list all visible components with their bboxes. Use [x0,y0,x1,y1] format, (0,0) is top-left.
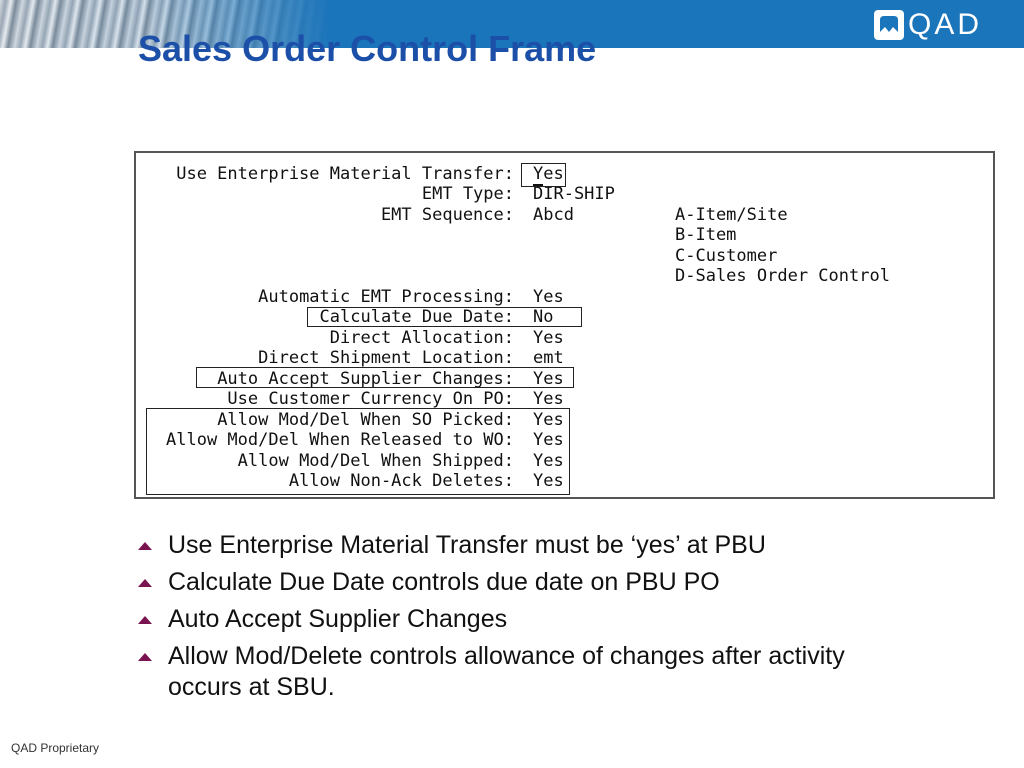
allow-mod-del-shipped-field[interactable]: Yes [533,451,564,471]
calculate-due-date-field[interactable]: No [533,307,554,327]
direct-shipment-location-field[interactable]: emt [533,348,564,368]
bullet-text: Auto Accept Supplier Changes [168,605,508,633]
bullet-item [136,641,896,703]
field-label: Direct Allocation: [329,328,514,348]
bullet-text: Calculate Due Date controls due date on PBU PO [168,568,720,596]
highlight-box-allow-mod-del [146,408,570,495]
bullet-arrow-icon [138,542,152,550]
field-label: Use Enterprise Material Transfer: [176,164,514,184]
sequence-legend-item: C-Customer [675,246,778,266]
page-title: Sales Order Control Frame [138,28,597,69]
automatic-emt-processing-field[interactable]: Yes [533,287,564,307]
highlight-box-auto-accept [196,367,574,388]
field-label: EMT Sequence: [380,205,514,225]
bullet-arrow-icon [138,653,152,661]
bullet-arrow-icon [138,579,152,587]
field-label: Allow Mod/Del When SO Picked: [217,410,514,430]
bullet-list [136,530,896,709]
bullet-arrow-icon [138,616,152,624]
field-label: EMT Type: [421,184,514,204]
qad-logo-icon [874,10,904,40]
field-label: Auto Accept Supplier Changes: [217,369,514,389]
sales-order-control-screen [134,151,995,499]
qad-logo [874,10,982,40]
bullet-text: Allow Mod/Delete controls allowance of changes after activity occurs at SBU. [168,642,845,701]
sequence-legend-item: A-Item/Site [675,205,788,225]
direct-allocation-field[interactable]: Yes [533,328,564,348]
sequence-legend-item: D-Sales Order Control [675,266,890,286]
field-label: Calculate Due Date: [319,307,514,327]
field-label: Allow Non-Ack Deletes: [288,471,514,491]
field-label: Direct Shipment Location: [258,348,514,368]
logo-text: QAD [908,8,983,41]
use-customer-currency-field[interactable]: Yes [533,389,564,409]
field-label: Automatic EMT Processing: [258,287,514,307]
bullet-item [136,604,896,635]
field-label: Allow Mod/Del When Shipped: [237,451,514,471]
emt-type-field[interactable]: DIR-SHIP [533,184,615,204]
bullet-item [136,567,896,598]
emt-sequence-field[interactable]: Abcd [533,205,574,225]
bullet-text: Use Enterprise Material Transfer must be ‘yes’ at PBU [168,531,766,559]
bullet-item [136,530,896,561]
auto-accept-supplier-changes-field[interactable]: Yes [533,369,564,389]
field-label: Use Customer Currency On PO: [227,389,514,409]
allow-non-ack-deletes-field[interactable]: Yes [533,471,564,491]
use-emt-value-rest: es [543,164,564,184]
highlight-box-calculate-due-date [307,307,582,327]
footer-proprietary: QAD Proprietary [11,741,100,755]
sequence-legend-item: B-Item [675,225,737,245]
highlight-box-use-emt [521,163,566,187]
field-label: Allow Mod/Del When Released to WO: [166,430,514,450]
cursor: Y [533,164,544,184]
allow-mod-del-released-wo-field[interactable]: Yes [533,430,564,450]
allow-mod-del-so-picked-field[interactable]: Yes [533,410,564,430]
